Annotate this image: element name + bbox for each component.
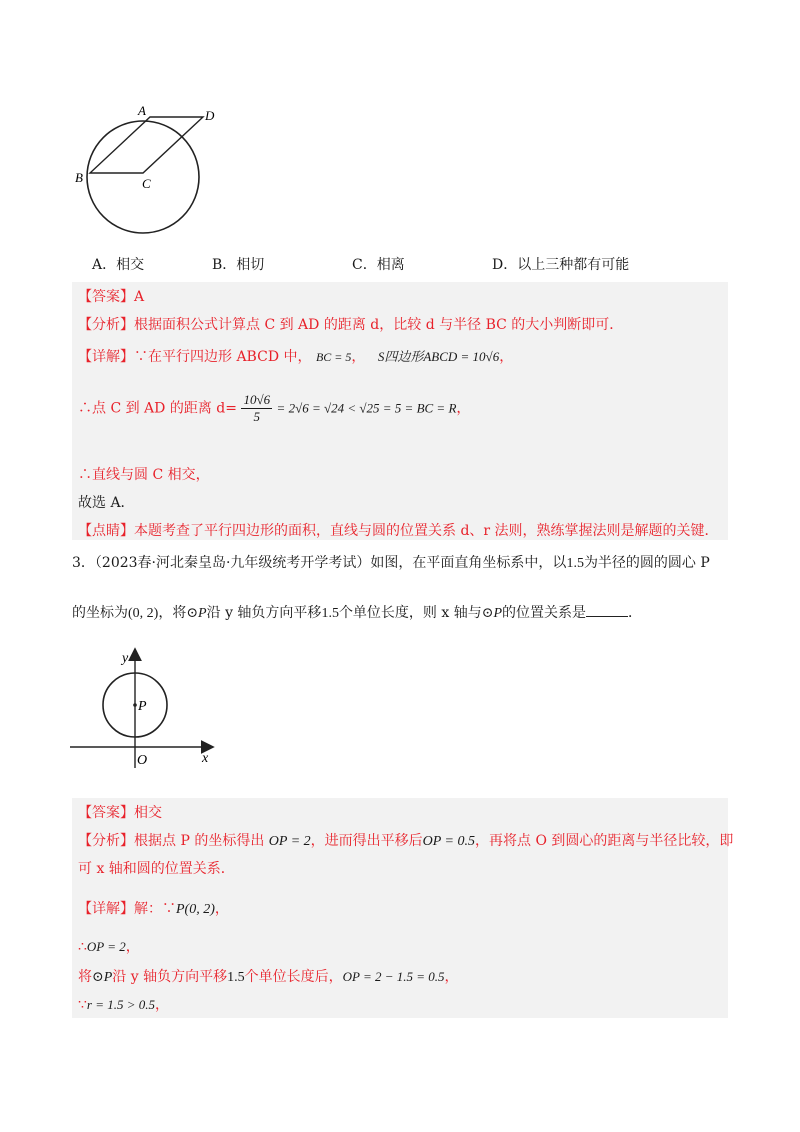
label-y: y bbox=[122, 651, 129, 666]
label-p: P bbox=[138, 699, 147, 714]
comment-line: 【点睛】本题考查了平行四边形的面积，直线与圆的位置关系 d、r 法则，熟练掌握法则是解题的关键． bbox=[78, 523, 719, 539]
fraction: $\frac{10√6}{5}$ bbox=[243, 392, 271, 424]
detail-line-1: 【详解】∵在平行四边形 ABCD 中， BC = 5， S四边形ABCD = 10√6， bbox=[78, 349, 514, 365]
q3-detail-line-4: ∵r = 1.5 > 0.5， bbox=[78, 997, 170, 1013]
center-p-dot bbox=[133, 703, 137, 707]
option-d: D．以上三种都有可能 bbox=[492, 257, 630, 273]
label-c: C bbox=[142, 176, 151, 191]
label-a: A bbox=[138, 103, 146, 118]
option-b: B．相切 bbox=[212, 257, 265, 273]
option-a: A．相交 bbox=[92, 257, 145, 273]
label-x: x bbox=[202, 751, 209, 766]
figure-circle-parallelogram bbox=[70, 100, 230, 240]
label-o: O bbox=[137, 753, 148, 768]
parallelogram-abcd bbox=[90, 117, 203, 173]
solution-panel-q2 bbox=[72, 282, 728, 540]
q3-analysis-line-1: 【分析】根据点 P 的坐标得出 OP = 2，进而得出平移后OP = 0.5，再将点 O 到圆心的距离与半径比较，即 bbox=[78, 833, 734, 849]
question-3-line-2: 的坐标为(0, 2)，将⊙P沿 y 轴负方向平移1.5个单位长度，则 x 轴与⊙P的位置关系是 ． bbox=[72, 602, 642, 622]
math-area: S四边形ABCD = 10√6 bbox=[377, 349, 500, 364]
analysis-line: 【分析】根据面积公式计算点 C 到 AD 的距离 d，比较 d 与半径 BC 的大小判断即可． bbox=[78, 317, 624, 333]
q3-detail-line-2: ∴OP = 2， bbox=[78, 939, 140, 955]
detail-line-2: ∴点 C 到 AD 的距离 d= $\frac{10√6}{5}$ = 2√6 = √24 < √25 = 5 = BC = R， bbox=[78, 392, 471, 424]
label-b: B bbox=[75, 170, 83, 185]
figure-coordinate-plane bbox=[66, 640, 226, 770]
question-3-line-1: 3．（2023春·河北秦皇岛·九年级统考开学考试）如图，在平面直角坐标系中，以1.5为半径的圆的圆心 P bbox=[72, 555, 710, 571]
q3-detail-line-3: 将⊙P沿 y 轴负方向平移1.5个单位长度后，OP = 2 − 1.5 = 0.5， bbox=[78, 969, 459, 985]
answer-options bbox=[92, 254, 692, 278]
answer-line: 【答案】A bbox=[78, 289, 145, 305]
q3-analysis-line-2: 可 x 轴和圆的位置关系． bbox=[78, 861, 235, 877]
math-bc: BC = 5 bbox=[315, 350, 352, 364]
q3-detail-line-1: 【详解】解：∵P(0, 2)， bbox=[78, 901, 229, 917]
detail-line-4: 故选 A． bbox=[78, 495, 135, 511]
q3-answer-line: 【答案】相交 bbox=[78, 805, 162, 821]
answer-blank bbox=[586, 602, 628, 617]
label-d: D bbox=[205, 108, 215, 123]
math-distance: = 2√6 = √24 < √25 = 5 = BC = R bbox=[276, 400, 457, 416]
solution-panel-q3 bbox=[72, 798, 734, 1018]
detail-line-3: ∴直线与圆 C 相交， bbox=[78, 467, 210, 483]
option-c: C．相离 bbox=[352, 257, 405, 273]
